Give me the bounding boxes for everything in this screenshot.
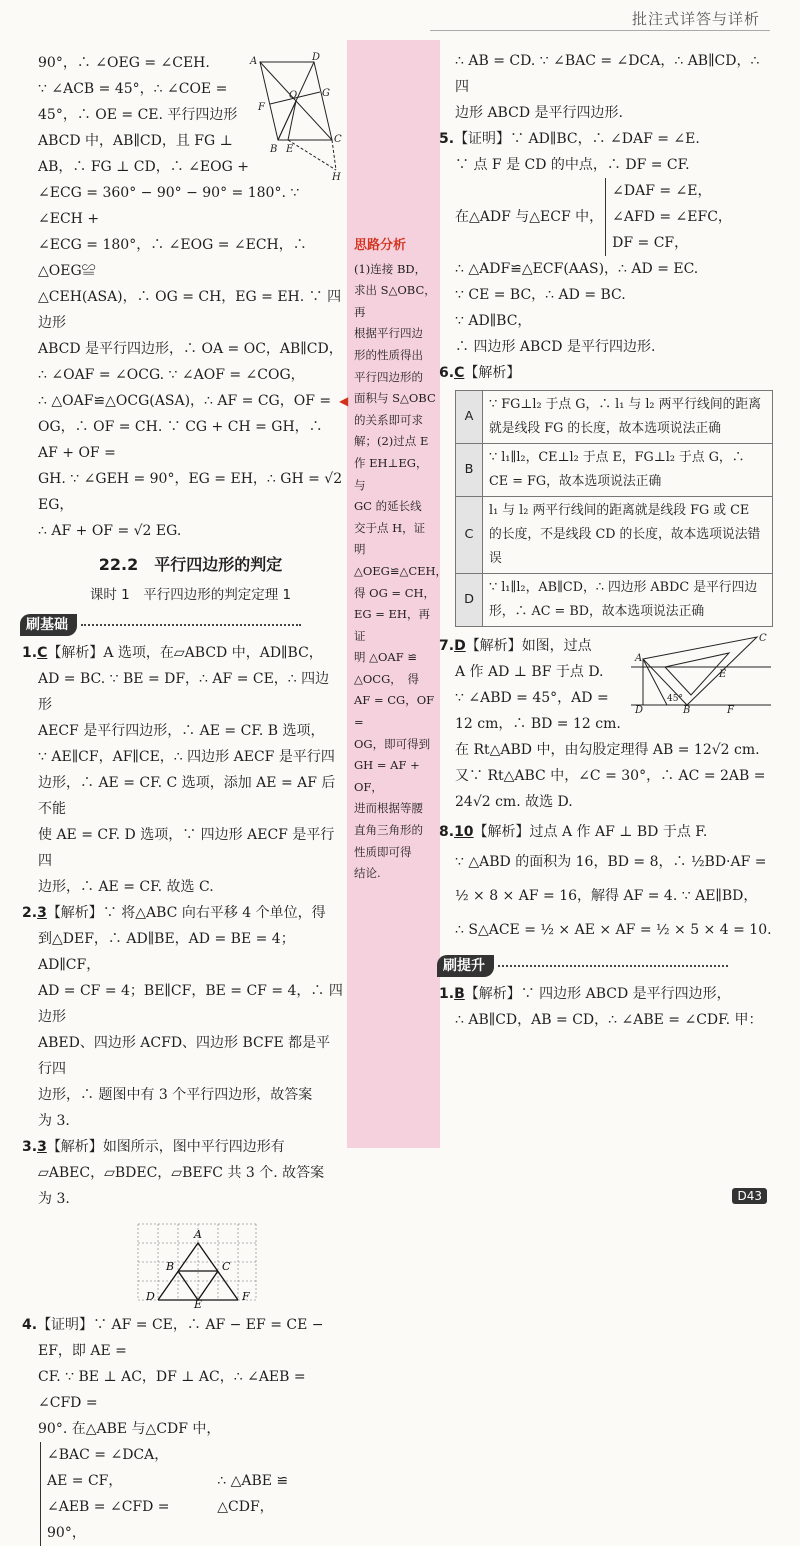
q1-answer: C xyxy=(37,645,48,661)
dotted-rule xyxy=(498,965,728,967)
q4-line: ∵ AF = CE，∴ AF − EF = CE − EF，即 AE = xyxy=(38,1317,324,1359)
badge-row xyxy=(20,612,343,638)
q6-tag: 【解析】 xyxy=(464,365,521,381)
q7-line: 在 Rt△ABD 中，由勾股定理得 AB = 12√2 cm. xyxy=(455,742,760,758)
text-line: ABCD 中，AB∥CD，且 FG ⊥ xyxy=(38,133,233,149)
r1-answer: B xyxy=(454,986,465,1002)
fig7-angle-label: 45° xyxy=(667,694,683,704)
badge-advanced: 刷提升 xyxy=(437,955,494,977)
q7-line: 12 cm，∴ BD = 12 cm. xyxy=(455,716,621,732)
side-note xyxy=(354,235,448,885)
text-line: △CEH(ASA)，∴ OG = CH，EG = EH. ∵ 四边形 xyxy=(38,289,342,331)
q5-line: ∵ CE = BC，∴ AD = BC. xyxy=(455,287,626,303)
pointer-arrow-icon: ◀ xyxy=(339,394,349,408)
text-line: ABCD 是平行四边形，∴ OA = OC，AB∥CD， xyxy=(38,341,343,357)
q8-answer: 10 xyxy=(454,824,474,840)
fig7-label-d: D xyxy=(635,705,644,713)
fig1-label-c: C xyxy=(334,134,342,145)
q3-line: 如图所示，图中平行四边形有 xyxy=(102,1139,285,1155)
q3-line: ▱ABEC，▱BDEC，▱BEFC 共 3 个. 故答案 xyxy=(38,1165,325,1181)
q1-line: 使 AE = CF. D 选项，∵ 四边形 AECF 是平行四 xyxy=(38,827,335,869)
q8-line: ½ × 8 × AF = 16，解得 AF = 4. ∵ AE∥BD， xyxy=(455,888,758,904)
fig3-label-e: E xyxy=(194,1298,203,1308)
q6-option-table xyxy=(455,390,773,627)
fig1-label-d: D xyxy=(312,52,321,63)
option-label: A xyxy=(456,391,483,444)
page-header-title: 批注式详答与详析 xyxy=(631,10,760,28)
q7-line: 又∵ Rt△ABC 中，∠C = 30°，∴ AC = 2AB = xyxy=(455,768,766,784)
q7-line: A 作 AD ⊥ BF 于点 D. xyxy=(455,664,604,680)
side-line: (1)连接 BD， xyxy=(354,261,427,276)
side-line: 直角三角形的 xyxy=(354,823,423,838)
q4-brace-line: ∠BAC = ∠DCA， xyxy=(47,1447,169,1463)
fig3-label-f: F xyxy=(242,1290,250,1303)
option-analysis: ∵ l₁∥l₂，AB∥CD，∴ 四边形 ABDC 是平行四边形，∴ AC = BD，故本选项说法正确 xyxy=(483,574,773,627)
q2-number: 2. xyxy=(22,905,38,921)
q5-brace-line: DF = CF， xyxy=(612,235,689,251)
r1-tag: 【解析】 xyxy=(464,986,521,1002)
side-line: 解；(2)过点 E xyxy=(354,434,429,449)
q5-brace-line: ∠AFD = ∠EFC， xyxy=(612,209,732,225)
q5-line: ∵ AD∥BC， xyxy=(455,313,532,329)
q6-answer: C xyxy=(454,365,465,381)
table-row xyxy=(456,497,773,574)
q7-line: ∵ ∠ABD = 45°，AD = xyxy=(455,690,609,706)
q2-line: 为 3. xyxy=(38,1113,70,1129)
q8-number: 8. xyxy=(439,824,455,840)
side-line: 进而根据等腰 xyxy=(354,801,423,816)
fig1-label-e: E xyxy=(286,144,294,155)
q5-line: ∵ AD∥BC，∴ ∠DAF = ∠E. xyxy=(510,131,700,147)
r1-line: ∵ 四边形 ABCD 是平行四边形， xyxy=(520,986,731,1002)
q2-answer: 3 xyxy=(37,905,47,921)
fig1-label-b: B xyxy=(270,144,278,155)
side-line: 的关系即可求 xyxy=(354,412,423,427)
q7-number: 7. xyxy=(439,638,455,654)
q4-conclusion: ∴ △ABE ≌ △CDF， xyxy=(217,1473,289,1515)
q5-brace xyxy=(605,178,732,256)
q7-answer: D xyxy=(454,638,466,654)
q7-line: 24√2 cm. 故选 D. xyxy=(455,794,573,810)
right-column xyxy=(439,48,773,1033)
text-line: ∴ AF + OF = √2 EG. xyxy=(38,523,182,539)
text-line: ∠ECG = 180°，∴ ∠EOG = ∠ECH，∴ △OEG≌ xyxy=(38,237,307,279)
q1-line: A 选项，在▱ABCD 中，AD∥BC， xyxy=(103,645,323,661)
q5-number: 5. xyxy=(439,131,455,147)
q1-line: AECF 是平行四边形，∴ AE = CF. B 选项， xyxy=(38,723,325,739)
q1-line: AD = BC. ∵ BE = DF，∴ AF = CE，∴ 四边形 xyxy=(38,671,330,713)
option-analysis: l₁ 与 l₂ 两平行线间的距离就是线段 FG 或 CE 的长度，不是线段 CD 的长度，故本选项说法错误 xyxy=(483,497,773,574)
q3-line: 为 3. xyxy=(38,1191,70,1207)
table-row xyxy=(456,391,773,444)
text-line: AB，∴ FG ⊥ CD，∴ ∠EOG + xyxy=(38,159,249,175)
side-line: 性质即可得 xyxy=(354,844,412,859)
fig3-label-a: A xyxy=(194,1228,202,1241)
q8-line: 过点 A 作 AF ⊥ BD 于点 F. xyxy=(529,824,708,840)
side-line: 形的性质得出 xyxy=(354,347,423,362)
q4-system xyxy=(38,1442,343,1546)
side-line: AF = CG，OF = xyxy=(354,693,435,730)
q8-tag: 【解析】 xyxy=(473,824,530,840)
side-line: EG = EH，再证 xyxy=(354,607,430,643)
q5-brace-line: ∠DAF = ∠E， xyxy=(612,183,712,199)
text-line: ∴ ∠OAF = ∠OCG. ∵ ∠AOF = ∠COG， xyxy=(38,367,305,383)
q2-line: AD = CF = 4；BE∥CF，BE = CF = 4，∴ 四边形 xyxy=(38,983,343,1025)
text-line: 45°，∴ OE = CE. 平行四边形 xyxy=(38,107,238,123)
q1-line: 边形，∴ AE = CF. C 选项，添加 AE = AF 后不能 xyxy=(38,775,336,817)
side-line: 明 △OAF ≌ xyxy=(354,650,418,665)
q4-brace xyxy=(40,1442,205,1546)
q8-line: ∵ △ABD 的面积为 16，BD = 8，∴ ½BD·AF = xyxy=(455,854,767,870)
fig1-label-a: A xyxy=(250,56,258,67)
option-analysis: ∵ FG⊥l₂ 于点 G，∴ l₁ 与 l₂ 两平行线间的距离就是线段 FG 的长度，故本选项说法正确 xyxy=(483,391,773,444)
text-line: ∴ △OAF≌△OCG(ASA)，∴ AF = CG，OF = xyxy=(38,393,332,409)
side-line: 作 EH⊥EG，与 xyxy=(354,455,428,492)
badge-row xyxy=(437,953,773,979)
q2-line: 边形，∴ 题图中有 3 个平行四边形，故答案 xyxy=(38,1087,313,1103)
q7-tag: 【解析】 xyxy=(465,638,522,654)
q6-number: 6. xyxy=(439,365,455,381)
side-note-title: 思路分析 xyxy=(354,238,407,253)
side-line: 求出 S△OBC，再 xyxy=(354,283,436,319)
option-analysis: ∵ l₁∥l₂，CE⊥l₂ 于点 E，FG⊥l₂ 于点 G，∴ CE = FG，故本选项说法正确 xyxy=(483,444,773,497)
q4-brace-line: AE = CF， xyxy=(47,1473,123,1489)
text-line: 90°，∴ ∠OEG = ∠CEH. xyxy=(38,55,210,71)
figure-triangle-ruler xyxy=(631,633,771,713)
q3-number: 3. xyxy=(22,1139,38,1155)
fig7-label-e: E xyxy=(719,669,727,680)
q1-number: 1. xyxy=(22,645,38,661)
side-line: 结论. xyxy=(354,866,381,881)
side-line: 得 OG = CH， xyxy=(354,585,436,600)
badge-basic: 刷基础 xyxy=(20,614,77,636)
fig3-label-c: C xyxy=(222,1260,231,1273)
q5-line: ∴ 四边形 ABCD 是平行四边形. xyxy=(455,339,656,355)
table-row xyxy=(456,574,773,627)
left-column xyxy=(22,50,343,1546)
text-line: ∵ ∠ACB = 45°，∴ ∠COE = xyxy=(38,81,228,97)
q4-line: 90°. 在△ABE 与△CDF 中， xyxy=(38,1421,221,1437)
q8-line: ∴ S△ACE = ½ × AE × AF = ½ × 5 × 4 = 10. xyxy=(455,922,772,938)
q5-system xyxy=(455,178,773,256)
text-line: ∠ECG = 360° − 90° − 90° = 180°. ∵ ∠ECH + xyxy=(38,185,300,227)
q3-tag: 【解析】 xyxy=(46,1139,103,1155)
fig7-label-c: C xyxy=(759,633,767,644)
side-line: △OCG， 得 xyxy=(354,671,420,686)
option-label: C xyxy=(456,497,483,574)
q2-tag: 【解析】 xyxy=(46,905,103,921)
q7-block xyxy=(439,633,773,815)
lesson-title: 课时 1 平行四边形的判定定理 1 xyxy=(89,587,292,603)
option-label: B xyxy=(456,444,483,497)
fig1-label-g: G xyxy=(322,88,330,99)
q2-line: 到△DEF，∴ AD∥BE，AD = BE = 4；AD∥CF， xyxy=(38,931,295,973)
q5-line: ∵ 点 F 是 CD 的中点，∴ DF = CF. xyxy=(455,157,690,173)
text-line: GH. ∵ ∠GEH = 90°，EG = EH，∴ GH = √2 EG， xyxy=(38,471,343,513)
q7-line: 如图，过点 xyxy=(521,638,592,654)
r1-line: ∴ AB∥CD，AB = CD，∴ ∠ABE = ∠CDF. 甲： xyxy=(455,1012,763,1028)
q5-intro: 在△ADF 与△ECF 中， xyxy=(455,209,604,225)
fig7-label-b: B xyxy=(683,705,691,713)
q5-tag: 【证明】 xyxy=(454,131,511,147)
fig1-label-f: F xyxy=(258,102,265,113)
q3-answer: 3 xyxy=(37,1139,47,1155)
q1-line: ∵ AE∥CF，AF∥CE，∴ 四边形 AECF 是平行四 xyxy=(38,749,335,765)
text-line: ∴ AB = CD. ∵ ∠BAC = ∠DCA，∴ AB∥CD，∴ 四 xyxy=(455,53,760,95)
text-line: OG，∴ OF = CH. ∵ CG + CH = GH，∴ AF + OF = xyxy=(38,419,323,461)
text-line: 边形 ABCD 是平行四边形. xyxy=(455,105,623,121)
side-line: GC 的延长线 xyxy=(354,499,422,514)
q4-number: 4. xyxy=(22,1317,38,1333)
side-line: 平行四边形的 xyxy=(354,369,423,384)
side-line: GH = AF + OF， xyxy=(354,758,420,794)
fig3-label-d: D xyxy=(146,1290,155,1303)
page-number: D43 xyxy=(732,1188,767,1204)
q4-brace-line: ∠AEB = ∠CFD = 90°， xyxy=(47,1499,170,1541)
side-line: △OEG≌△CEH， xyxy=(354,563,448,578)
q1-tag: 【解析】 xyxy=(47,645,104,661)
header-rule xyxy=(430,30,770,31)
side-line: 面积与 S△OBC xyxy=(354,391,436,406)
q5-line: ∴ △ADF≌△ECF(AAS)，∴ AD = EC. xyxy=(455,261,699,277)
fig7-label-f: F xyxy=(727,705,734,713)
side-line: OG，即可得到 xyxy=(354,736,431,751)
r1-number: 1. xyxy=(439,986,455,1002)
q4-tag: 【证明】 xyxy=(37,1317,94,1333)
q1-line: 边形，∴ AE = CF. 故选 C. xyxy=(38,879,214,895)
q4-line: CF. ∵ BE ⊥ AC，DF ⊥ AC，∴ ∠AEB = ∠CFD = xyxy=(38,1369,306,1411)
side-line: 交于点 H，证明 xyxy=(354,520,426,557)
figure-grid-triangles xyxy=(38,1216,343,1308)
fig7-label-a: A xyxy=(635,653,643,664)
option-label: D xyxy=(456,574,483,627)
q2-line: ∵ 将△ABC 向右平移 4 个单位，得 xyxy=(102,905,326,921)
fig1-label-o: O xyxy=(289,90,298,101)
side-line: 根据平行四边 xyxy=(354,326,423,341)
q2-line: ABED、四边形 ACFD、四边形 BCFE 都是平行四 xyxy=(38,1035,331,1077)
fig1-label-h: H xyxy=(332,172,341,182)
dotted-rule xyxy=(81,624,301,626)
section-title: 22.2 平行四边形的判定 xyxy=(98,555,283,574)
table-row xyxy=(456,444,773,497)
fig3-label-b: B xyxy=(166,1260,175,1273)
